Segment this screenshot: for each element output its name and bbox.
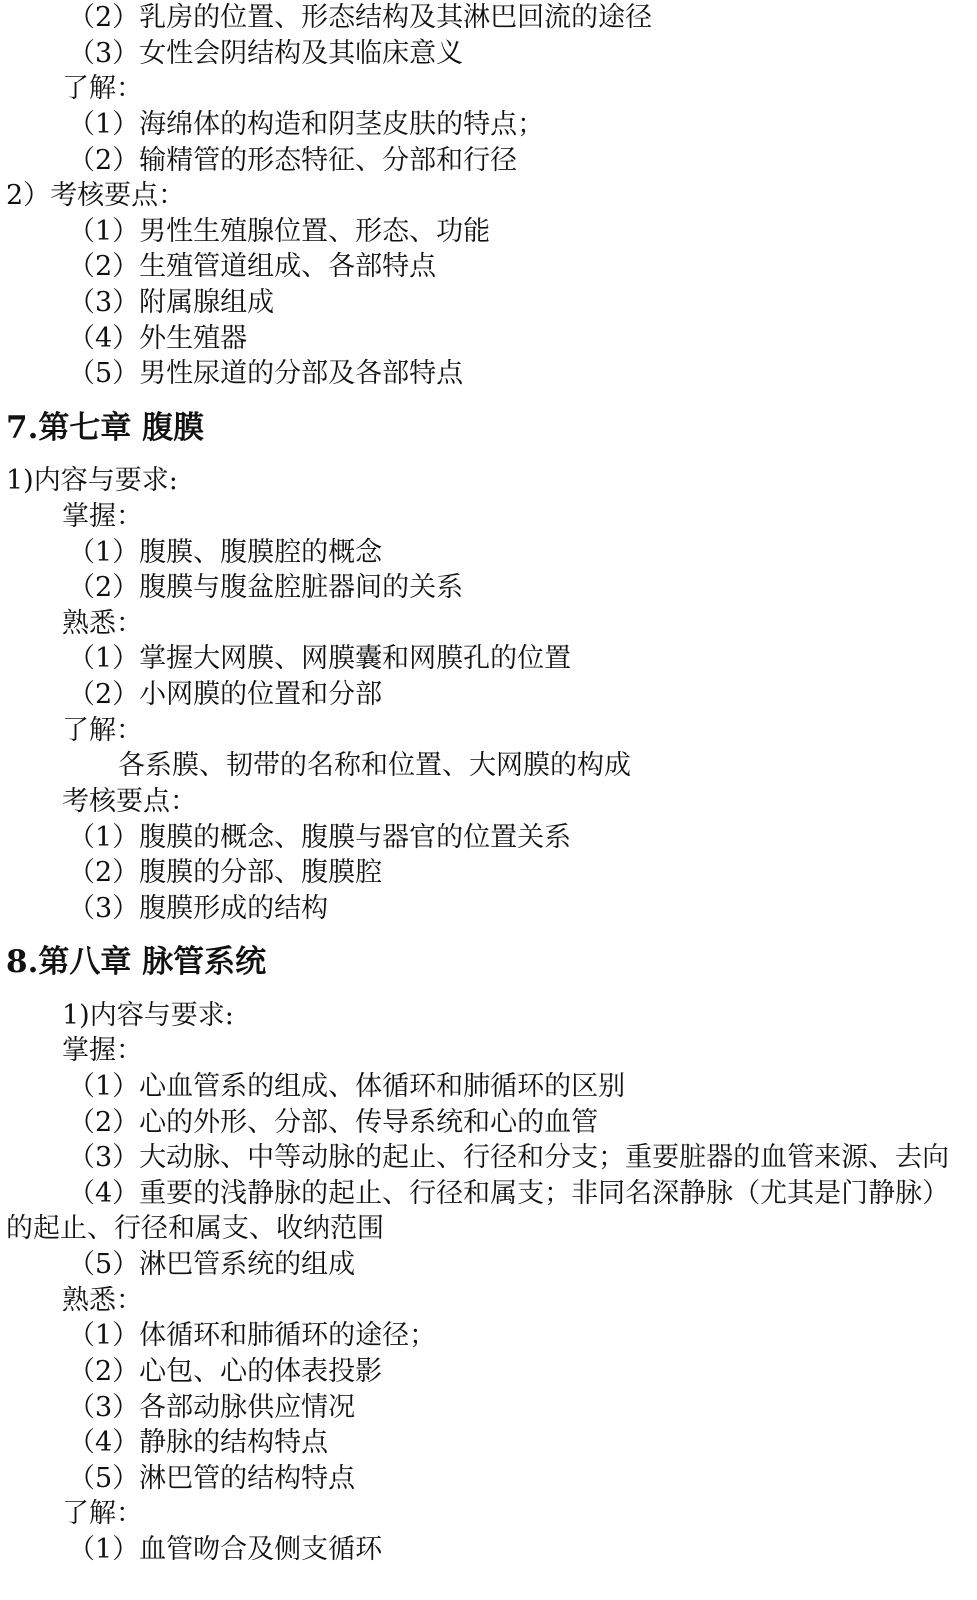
text-line: （2）生殖管道组成、各部特点 xyxy=(68,251,437,282)
text-line: （2）腹膜与腹盆腔脏器间的关系 xyxy=(68,572,464,603)
text-line: （4）静脉的结构特点 xyxy=(68,1427,329,1458)
text-line: （1）腹膜的概念、腹膜与器官的位置关系 xyxy=(68,822,572,853)
text-line: （1）腹膜、腹膜腔的概念 xyxy=(68,537,383,568)
text-line: （2）乳房的位置、形态结构及其淋巴回流的途径 xyxy=(68,2,653,33)
section-label: 了解： xyxy=(62,73,143,104)
text-line: （2）输精管的形态特征、分部和行径 xyxy=(68,145,518,176)
text-line: 各系膜、韧带的名称和位置、大网膜的构成 xyxy=(118,750,631,781)
section-label: 1)内容与要求: xyxy=(6,465,178,496)
text-line: （4）外生殖器 xyxy=(68,323,248,354)
text-line: （5）男性尿道的分部及各部特点 xyxy=(68,358,464,389)
section-label: 考核要点： xyxy=(62,786,197,817)
chapter-heading: 7.第七章 腹膜 xyxy=(6,410,205,446)
text-line: （3）各部动脉供应情况 xyxy=(68,1392,356,1423)
text-line: （1）心血管系的组成、体循环和肺循环的区别 xyxy=(68,1071,626,1102)
text-line: （1）海绵体的构造和阴茎皮肤的特点； xyxy=(68,109,545,140)
text-line: （2）小网膜的位置和分部 xyxy=(68,679,383,710)
section-label: 掌握： xyxy=(62,501,143,532)
section-label: 了解： xyxy=(62,715,143,746)
text-line: （1）血管吻合及侧支循环 xyxy=(68,1534,383,1565)
text-line: （2）心的外形、分部、传导系统和心的血管 xyxy=(68,1107,599,1138)
text-line: （4）重要的浅静脉的起止、行径和属支；非同名深静脉（尤其是门静脉） xyxy=(68,1178,950,1209)
text-line: （3）女性会阴结构及其临床意义 xyxy=(68,38,464,69)
section-label: 1)内容与要求: xyxy=(62,1000,234,1031)
text-line: （5）淋巴管系统的组成 xyxy=(68,1249,356,1280)
text-line: （2）腹膜的分部、腹膜腔 xyxy=(68,857,383,888)
text-line: 的起止、行径和属支、收纳范围 xyxy=(6,1213,384,1244)
section-label: 掌握： xyxy=(62,1035,143,1066)
section-label: 2）考核要点： xyxy=(6,180,186,211)
chapter-heading: 8.第八章 脉管系统 xyxy=(6,944,267,980)
text-line: （2）心包、心的体表投影 xyxy=(68,1356,383,1387)
text-line: （1）体循环和肺循环的途径； xyxy=(68,1320,437,1351)
text-line: （1）男性生殖腺位置、形态、功能 xyxy=(68,216,491,247)
text-line: （3）大动脉、中等动脉的起止、行径和分支；重要脏器的血管来源、去向 xyxy=(68,1142,950,1173)
section-label: 熟悉： xyxy=(62,1285,143,1316)
text-line: （3）腹膜形成的结构 xyxy=(68,893,329,924)
section-label: 了解： xyxy=(62,1498,143,1529)
section-label: 熟悉： xyxy=(62,608,143,639)
text-line: （3）附属腺组成 xyxy=(68,287,275,318)
text-line: （1）掌握大网膜、网膜囊和网膜孔的位置 xyxy=(68,643,572,674)
text-line: （5）淋巴管的结构特点 xyxy=(68,1463,356,1494)
